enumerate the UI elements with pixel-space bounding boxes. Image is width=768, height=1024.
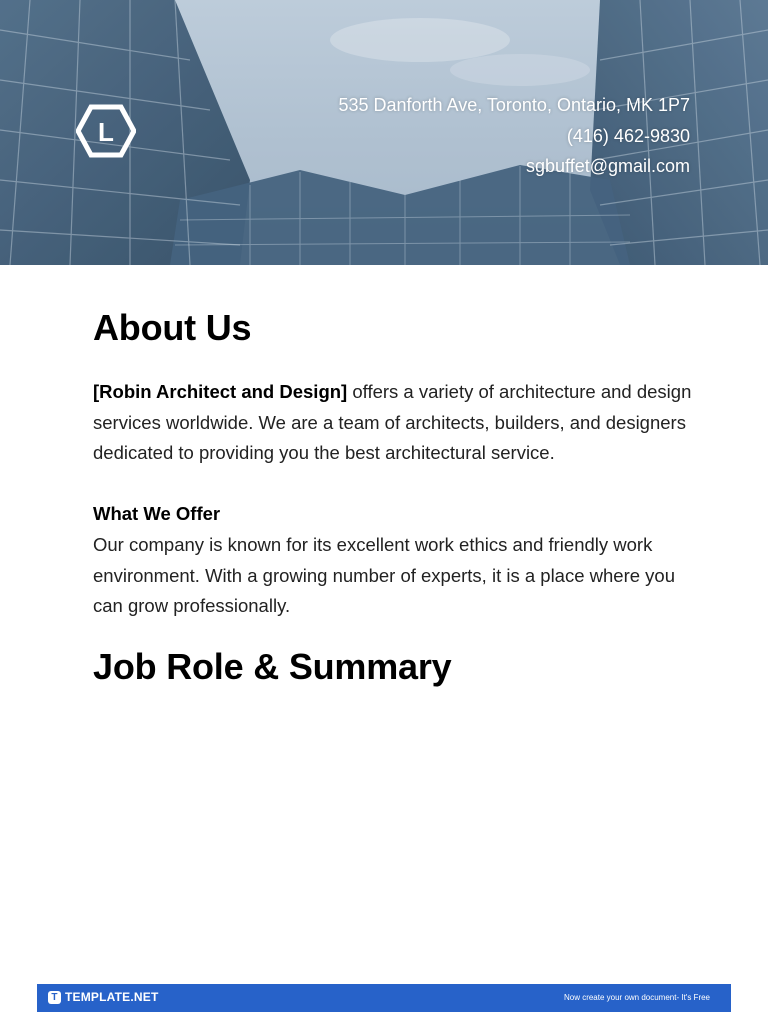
header-banner (0, 0, 768, 265)
logo-letter: L (98, 117, 114, 147)
job-role-title: Job Role & Summary (93, 646, 452, 687)
footer-tagline[interactable]: Now create your own document- It's Free (563, 993, 710, 1002)
template-brand[interactable] (48, 990, 159, 1004)
company-logo (76, 104, 136, 158)
about-title: About Us (93, 307, 252, 348)
about-intro-text: offers a variety of architecture and design services worldwide. We are a team of architects, builders, and designers dedicated to providing you the best architectural service. (93, 381, 692, 463)
company-name: [Robin Architect and Design] (93, 381, 348, 402)
address: 535 Danforth Ave, Toronto, Ontario, MK 1P7 (338, 95, 690, 115)
brand-label: TEMPLATE.NET (65, 990, 159, 1004)
email: sgbuffet@gmail.com (525, 156, 690, 176)
template-logo-icon: T (48, 991, 61, 1004)
offer-text: Our company is known for its excellent work ethics and friendly work environment. With a growing number of experts, it is a place where you can grow professionally. (93, 534, 676, 616)
footer-bar[interactable] (37, 984, 731, 1012)
phone: (416) 462-9830 (566, 125, 690, 146)
about-intro (93, 377, 693, 469)
offer-heading: What We Offer (93, 503, 221, 524)
contact-info (338, 90, 690, 182)
